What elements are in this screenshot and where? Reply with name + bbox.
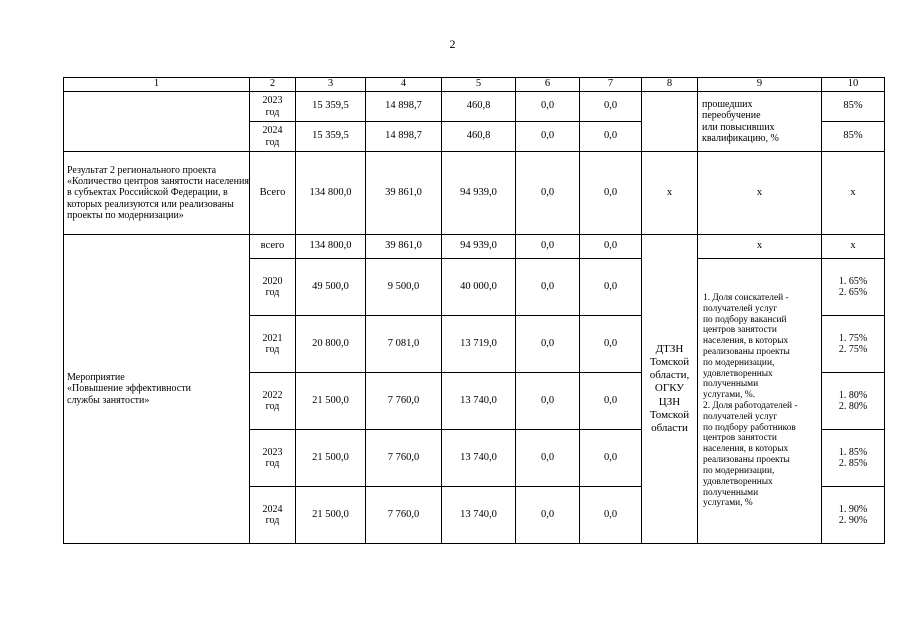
- value-cell: 0,0: [516, 235, 580, 259]
- target-cell: 1. 80% 2. 80%: [822, 373, 885, 430]
- executor-cell: х: [642, 152, 698, 235]
- value-cell: 0,0: [516, 152, 580, 235]
- indicator-cell: х: [698, 152, 822, 235]
- period-cell: 2023 год: [250, 92, 296, 122]
- empty-executor-cell: [642, 92, 698, 152]
- period-cell: 2023 год: [250, 430, 296, 487]
- period-cell: 2021 год: [250, 316, 296, 373]
- value-cell: 0,0: [580, 316, 642, 373]
- target-cell: х: [822, 235, 885, 259]
- value-cell: 0,0: [516, 373, 580, 430]
- value-cell: 94 939,0: [442, 235, 516, 259]
- value-cell: 15 359,5: [296, 122, 366, 152]
- value-cell: 0,0: [580, 487, 642, 544]
- table-row: [64, 235, 885, 259]
- header-cell: 1: [64, 78, 250, 92]
- period-cell: 2024 год: [250, 122, 296, 152]
- value-cell: 13 719,0: [442, 316, 516, 373]
- empty-name-cell: [64, 92, 250, 152]
- indicator-cell: 1. Доля соискателей - получателей услуг по подбору вакансий центров занятости населения, в которых реализованы проекты по модернизации, удовлетворенных полученными услугами, %. 2. Доля работодателей - получателей услуг по подбору работников центров занятости населения, в которых реализованы проекты по модернизации, удовлетворенных полученными услугами, %: [698, 259, 822, 544]
- target-cell: 1. 65% 2. 65%: [822, 259, 885, 316]
- value-cell: 0,0: [580, 373, 642, 430]
- target-cell: 85%: [822, 92, 885, 122]
- executor-cell: ДТЗН Томской области, ОГКУ ЦЗН Томской области: [642, 235, 698, 544]
- header-cell: 10: [822, 78, 885, 92]
- value-cell: 13 740,0: [442, 430, 516, 487]
- target-cell: 1. 75% 2. 75%: [822, 316, 885, 373]
- event-name-cell: Мероприятие «Повышение эффективности службы занятости»: [64, 235, 250, 544]
- indicator-cell: х: [698, 235, 822, 259]
- target-cell: 1. 85% 2. 85%: [822, 430, 885, 487]
- value-cell: 21 500,0: [296, 487, 366, 544]
- period-cell: всего: [250, 235, 296, 259]
- period-cell: 2024 год: [250, 487, 296, 544]
- value-cell: 0,0: [516, 430, 580, 487]
- table-row: [64, 92, 885, 122]
- header-cell: 6: [516, 78, 580, 92]
- value-cell: 7 760,0: [366, 430, 442, 487]
- value-cell: 0,0: [580, 430, 642, 487]
- value-cell: 0,0: [580, 92, 642, 122]
- header-cell: 4: [366, 78, 442, 92]
- value-cell: 0,0: [516, 92, 580, 122]
- value-cell: 0,0: [580, 122, 642, 152]
- header-cell: 7: [580, 78, 642, 92]
- header-cell: 8: [642, 78, 698, 92]
- value-cell: 20 800,0: [296, 316, 366, 373]
- value-cell: 0,0: [580, 259, 642, 316]
- value-cell: 460,8: [442, 92, 516, 122]
- value-cell: 14 898,7: [366, 122, 442, 152]
- value-cell: 21 500,0: [296, 430, 366, 487]
- period-cell: 2022 год: [250, 373, 296, 430]
- value-cell: 40 000,0: [442, 259, 516, 316]
- value-cell: 14 898,7: [366, 92, 442, 122]
- header-cell: 3: [296, 78, 366, 92]
- header-row: [64, 78, 885, 92]
- value-cell: 0,0: [516, 316, 580, 373]
- program-table: [63, 77, 885, 544]
- value-cell: 0,0: [516, 487, 580, 544]
- value-cell: 94 939,0: [442, 152, 516, 235]
- value-cell: 39 861,0: [366, 235, 442, 259]
- value-cell: 460,8: [442, 122, 516, 152]
- period-cell: Всего: [250, 152, 296, 235]
- value-cell: 39 861,0: [366, 152, 442, 235]
- value-cell: 15 359,5: [296, 92, 366, 122]
- header-cell: 5: [442, 78, 516, 92]
- value-cell: 134 800,0: [296, 152, 366, 235]
- target-cell: 1. 90% 2. 90%: [822, 487, 885, 544]
- indicator-cell: прошедших переобучение или повысивших квалификацию, %: [698, 92, 822, 152]
- value-cell: 49 500,0: [296, 259, 366, 316]
- header-cell: 9: [698, 78, 822, 92]
- result-row: [64, 152, 885, 235]
- value-cell: 7 760,0: [366, 373, 442, 430]
- value-cell: 134 800,0: [296, 235, 366, 259]
- value-cell: 7 081,0: [366, 316, 442, 373]
- target-cell: х: [822, 152, 885, 235]
- result-name-cell: Результат 2 регионального проекта «Количество центров занятости населения в субъектах Российской Федерации, в которых реализуются или реализованы проекты по модернизации»: [64, 152, 250, 235]
- value-cell: 9 500,0: [366, 259, 442, 316]
- value-cell: 0,0: [516, 259, 580, 316]
- value-cell: 13 740,0: [442, 373, 516, 430]
- target-cell: 85%: [822, 122, 885, 152]
- header-cell: 2: [250, 78, 296, 92]
- value-cell: 0,0: [580, 152, 642, 235]
- value-cell: 21 500,0: [296, 373, 366, 430]
- page-number: 2: [449, 37, 456, 51]
- period-cell: 2020 год: [250, 259, 296, 316]
- value-cell: 7 760,0: [366, 487, 442, 544]
- value-cell: 0,0: [516, 122, 580, 152]
- value-cell: 13 740,0: [442, 487, 516, 544]
- value-cell: 0,0: [580, 235, 642, 259]
